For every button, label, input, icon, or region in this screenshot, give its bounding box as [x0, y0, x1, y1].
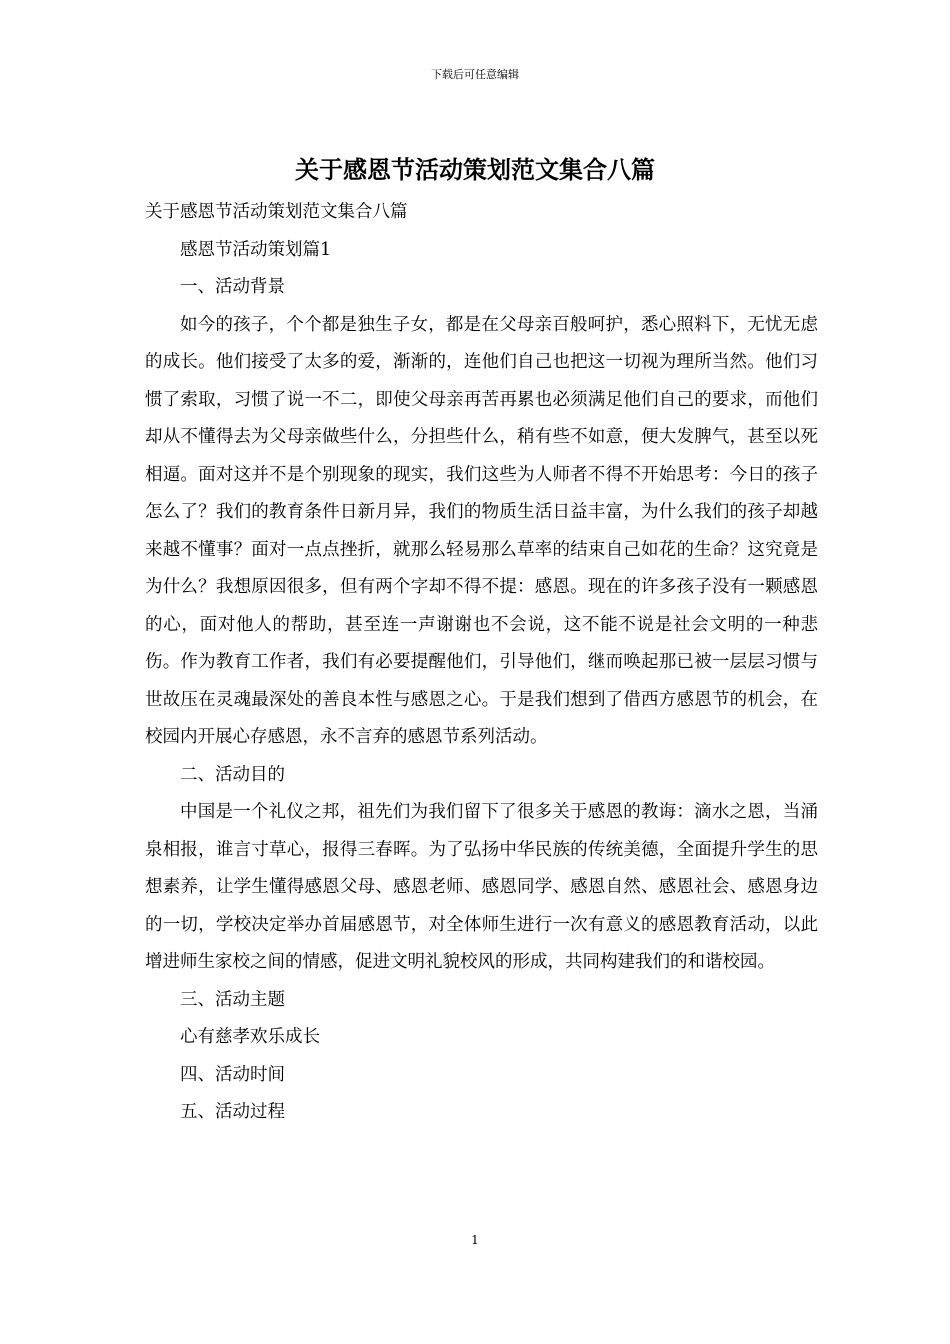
paragraph-background: 如今的孩子，个个都是独生子女，都是在父母亲百般呵护，悉心照料下，无忧无虑的成长。他们接受了太多的爱，渐渐的，连他们自己也把这一切视为理所当然。他们习惯了索取，习惯了说一不二，即使父母亲再苦再累也必须满足他们自己的要求，而他们却从不懂得去为父母亲做些什么，分担些什么，稍有些不如意，便大发脾气，甚至以死相逼。面对这并不是个别现象的现实，我们这些为人师者不得不开始思考：今日的孩子怎么了？我们的教育条件日新月异，我们的物质生活日益丰富，为什么我们的孩子却越来越不懂事？面对一点点挫折，就那么轻易那么草率的结束自己如花的生命？这究竟是为什么？我想原因很多，但有两个字却不得不提：感恩。现在的许多孩子没有一颗感恩的心，面对他人的帮助，甚至连一声谢谢也不会说，这不能不说是社会文明的一种悲伤。作为教育工作者，我们有必要提醒他们，引导他们，继而唤起那已被一层层习惯与世故压在灵魂最深处的善良本性与感恩之心。于是我们想到了借西方感恩节的机会，在校园内开展心存感恩，永不言弃的感恩节系列活动。: [145, 314, 818, 747]
section-heading-theme: 三、活动主题: [180, 989, 285, 1010]
section-heading-background: 一、活动背景: [180, 277, 285, 297]
section-heading-process: 五、活动过程: [180, 1102, 285, 1122]
document-body: [145, 194, 818, 1132]
document-title: 关于感恩节活动策划范文集合八篇: [295, 155, 655, 184]
paragraph-theme: 心有慈孝欢乐成长: [180, 1027, 320, 1047]
section-heading-plan-1: 感恩节活动策划篇1: [180, 239, 332, 260]
section-heading-time: 四、活动时间: [180, 1064, 285, 1085]
page-header-note: 下载后可任意编辑: [431, 68, 519, 81]
subtitle-line: 关于感恩节活动策划范文集合八篇: [145, 202, 408, 222]
paragraph-purpose: 中国是一个礼仪之邦，祖先们为我们留下了很多关于感恩的教诲：滴水之恩，当涌泉相报，谁言寸草心，报得三春晖。为了弘扬中华民族的传统美德，全面提升学生的思想素养，让学生懂得感恩父母、感恩老师、感恩同学、感恩自然、感恩社会、感恩身边的一切，学校决定举办首届感恩节，对全体师生进行一次有意义的感恩教育活动，以此增进师生家校之间的情感，促进文明礼貌校风的形成，共同构建我们的和谐校园。: [145, 802, 818, 972]
page-number: 1: [471, 1233, 479, 1247]
section-heading-purpose: 二、活动目的: [180, 764, 285, 785]
